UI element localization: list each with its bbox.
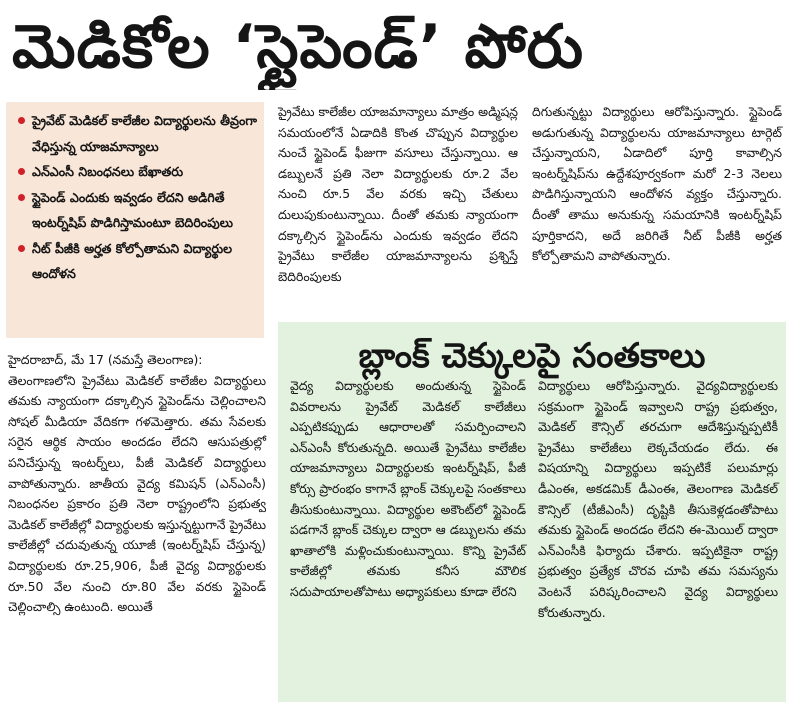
bullet-icon [18, 117, 25, 124]
highlight-text: స్టైపెండ్ ఎందుకు ఇవ్వడం లేదని అడిగితే ఇంటర్న్‌షిప్ పొడిగిస్తామంటూ బెదిరింపులు [32, 189, 234, 230]
highlight-text: ఎన్ఎంసీ నిబంధనలు బేఖాతరు [32, 164, 184, 179]
sidebar-column-2 [538, 376, 778, 700]
article-column-3 [532, 102, 782, 316]
sidebar-column-1 [290, 376, 526, 700]
sidebar-subheading: బ్లాంక్ చెక్కులపై సంతకాలు [358, 336, 706, 376]
bullet-icon [18, 245, 25, 252]
article-column-1 [8, 350, 266, 702]
highlight-item [16, 185, 258, 236]
article-text: దిగుతున్నట్టు విద్యార్థులు ఆరోపిస్తున్నారు. స్టైపెండ్ అడుగుతున్న విద్యార్థులను యాజమాన్యాలు టార్గెట్ చేస్తున్నాయని, ఏడాదిలో పూర్తి కావాల్సిన ఇంటర్న్‌షిప్‌ను ఉద్దేశపూర్వకంగా మరో 2-3 నెలలు పొడిగిస్తున్నాయని ఆందోళన వ్యక్తం చేస్తున్నారు. దీంతో తాము అనుకున్న సమయానికి ఇంటర్న్‌షిప్ పూర్తికాదని, అదే జరిగితే నీట్ పీజీకి అర్హత కోల్పోతామని వాపోతున్నారు. [532, 104, 782, 264]
highlights-box [6, 102, 264, 338]
article-column-2 [278, 102, 518, 316]
article-text: వైద్య విద్యార్థులకు అందుతున్న స్టైపెండ్ వివరాలను ప్రైవేట్ మెడికల్ కాలేజీలు ఎప్పటికప్పుడు ఆధారాలతో సమర్పించాలని ఎన్ఎంసీ కోరుతున్నది. అయితే ప్రైవేటు కాలేజీల యాజమాన్యాలు విద్యార్థులకు ఇంటర్న్‌షిప్, పీజీ కోర్సు ప్రారంభం కాగానే బ్లాంక్ చెక్కులపై సంతకాలు తీసుకుంటున్నాయి. విద్యార్థుల అకౌంట్‌లో స్టైపెండ్ పడగానే బ్లాంక్ చెక్కుల ద్వారా ఆ డబ్బులను తమ ఖాతాలోకి మళ్లించుకుంటున్నాయి. కొన్ని ప్రైవేట్ కాలేజీల్లో తమకు కనీస మౌలిక సదుపాయాలతోపాటు అధ్యాపకులు కూడా లేరని [290, 378, 526, 599]
highlight-text: ప్రైవేట్ మెడికల్ కాలేజీల విద్యార్థులను తీవ్రంగా వేధిస్తున్న యాజమాన్యాలు [32, 113, 257, 154]
bullet-icon [18, 194, 25, 201]
bullet-icon [18, 168, 25, 175]
article-text: ప్రైవేటు కాలేజీల యాజమాన్యాలు మాత్రం అడ్మిషన్ల సమయంలోనే ఏడాదికి కొంత చొప్పున విద్యార్థుల నుంచే స్టైపెండ్ ఫీజుగా వసూలు చేస్తున్నాయి. ఆ డబ్బులనే ప్రతి నెలా విద్యార్థులకు రూ.2 వేల నుంచి రూ.5 వేల వరకు ఇచ్చి చేతులు దులుపుకుంటున్నాయి. దీంతో తమకు న్యాయంగా దక్కాల్సిన స్టైపెండ్‌ను ఎందుకు ఇవ్వడం లేదని ప్రైవేటు కాలేజీల యాజమాన్యాలను ప్రశ్నిస్తే బెదిరింపులకు [278, 104, 518, 284]
dateline: హైదరాబాద్, మే 17 (నమస్తే తెలంగాణ): [8, 352, 203, 367]
article-text: విద్యార్థులు ఆరోపిస్తున్నారు. వైద్యవిద్యార్థులకు సక్రమంగా స్టైపెండ్ ఇవ్వాలని రాష్ట్ర ప్రభుత్వం, మెడికల్ కౌన్సిల్ తరచుగా ఆదేశిస్తున్నప్పటికీ ప్రైవేటు కాలేజీలు లెక్కచేయడం లేదు. ఈ విషయాన్ని విద్యార్థులు ఇప్పటికే పలుమార్లు డీఎంఈ, అకడమిక్ డీఎంఈ, తెలంగాణ మెడికల్ కౌన్సిల్ (టీజీఎంసీ) దృష్టికి తీసుకెళ్లడంతోపాటు తమకు స్టైపెండ్ అందడం లేదని ఈ-మెయిల్ ద్వారా ఎన్ఎంసీకి ఫిర్యాదు చేశారు. ఇప్పటికైనా రాష్ట్ర ప్రభుత్వం ప్రత్యేక చొరవ చూపి తమ సమస్యను వెంటనే పరిష్కరించాలని వైద్య విద్యార్థులు కోరుతున్నారు. [538, 378, 778, 620]
highlight-text: నీట్ పీజీకి అర్హత కోల్పోతామని విద్యార్థుల ఆందోళన [32, 240, 233, 281]
highlight-item [16, 236, 258, 287]
highlight-item [16, 159, 258, 185]
highlight-item [16, 108, 258, 159]
article-text: తెలంగాణలోని ప్రైవేటు మెడికల్ కాలేజీల విద్యార్థులు తమకు న్యాయంగా దక్కాల్సిన స్టైపెండ్‌ను చెల్లించాలని సోషల్ మీడియా వేదికగా గళమెత్తారు. తమ సేవలకు సరైన ఆర్థిక సాయం అందడం లేదని ఆసుపత్రుల్లో పనిచేస్తున్న ఇంటర్న్‌లు, పీజీ మెడికల్ విద్యార్థులు వాపోతున్నారు. జాతీయ వైద్య కమిషన్ (ఎన్ఎంసీ) నిబంధనల ప్రకారం ప్రతి నెలా రాష్ట్రంలోని ప్రభుత్వ మెడికల్ కాలేజీల్లో విద్యార్థులకు ఇస్తున్నట్టుగానే ప్రైవేటు కాలేజీల్లో చదువుతున్న యూజీ (ఇంటర్న్‌షిప్ చేస్తున్న) విద్యార్థులకు రూ.25,906, పీజీ వైద్య విద్యార్థులకు రూ.50 వేల నుంచి రూ.80 వేల వరకు స్టైపెండ్ చెల్లించాల్సి ఉంటుంది. అయితే [8, 372, 266, 615]
headline: మెడికోల ‘స్టైపెండ్’ పోరు [12, 12, 585, 82]
